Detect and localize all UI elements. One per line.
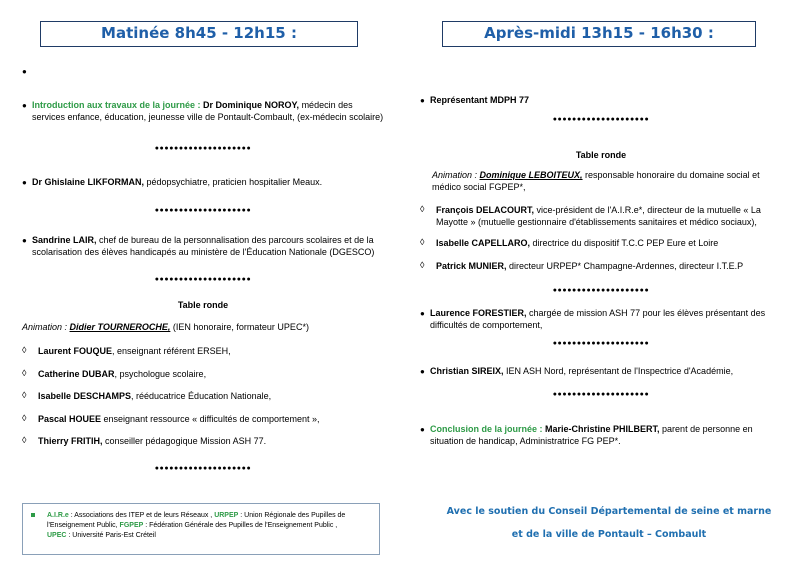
conclusion-item	[420, 424, 782, 447]
animation-name: Didier TOURNEROCHE,	[69, 322, 171, 332]
intro-label: Introduction aux travaux de la journée :	[32, 100, 201, 110]
diamond-icon: ◊	[420, 237, 425, 247]
bullet-icon: ●	[420, 96, 425, 105]
animation-line	[22, 322, 384, 334]
urpep-acronym: URPEP	[212, 512, 239, 519]
separator: ●●●●●●●●●●●●●●●●●●●●	[154, 145, 252, 152]
separator: ●●●●●●●●●●●●●●●●●●●●	[154, 207, 252, 214]
sandrine-item	[22, 235, 384, 258]
panel-item	[420, 205, 782, 228]
animation-label: Animation :	[432, 170, 480, 180]
panel-item	[22, 391, 384, 403]
aire-definition: : Associations des ITEP et de leurs Réseaux ,	[68, 512, 213, 519]
bullet-icon: ●	[22, 178, 27, 187]
diamond-icon: ◊	[22, 345, 27, 355]
square-bullet-icon	[31, 513, 35, 517]
support-line-2: et de la ville de Pontault – Combault	[511, 529, 707, 540]
afternoon-header	[442, 21, 756, 47]
panel-name: Laurent FOUQUE	[38, 346, 113, 356]
panel-role: vice-président de l'A.I.R.e*, directeur de la mutuelle « La Mayotte » (mutuelle gestionnaire d'établissements sanitaires et médico sociaux),	[436, 205, 761, 227]
mdph-item	[420, 95, 782, 107]
forestier-item	[420, 308, 782, 331]
sandrine-name: Sandrine LAIR,	[32, 235, 97, 245]
conclusion-rest: parent de personne en situation de handicap, Administratrice FG PEP*.	[430, 424, 753, 446]
intro-item	[22, 100, 384, 123]
separator: ●●●●●●●●●●●●●●●●●●●●	[552, 116, 650, 123]
panel-role: directeur URPEP* Champagne-Ardennes, directeur I.T.E.P	[506, 261, 744, 271]
ghislaine-item	[22, 177, 384, 189]
upec-definition: : Université Paris-Est Créteil	[66, 532, 156, 539]
ghislaine-rest: pédopsychiatre, praticien hospitalier Meaux.	[144, 177, 323, 187]
panel-name: Thierry FRITIH,	[38, 436, 103, 446]
morning-header-text: Matinée 8h45 - 12h15 :	[101, 24, 297, 43]
panel-role: conseiller pédagogique Mission ASH 77.	[102, 436, 267, 446]
panel-role: , rééducatrice Éducation Nationale,	[131, 391, 272, 401]
urpep-definition: : Union Régionale des Pupilles de l'Enseignement Public,	[47, 512, 346, 529]
conclusion-text	[430, 424, 782, 447]
fgpep-definition: : Fédération Générale des Pupilles de l'Enseignement Public ,	[143, 522, 338, 529]
diamond-icon: ◊	[22, 413, 27, 423]
ghislaine-name: Dr Ghislaine LIKFORMAN,	[32, 177, 145, 187]
sireix-name: Christian SIREIX,	[430, 366, 504, 376]
animation-label: Animation :	[22, 322, 70, 332]
animation-line	[432, 170, 782, 193]
bullet-icon: ●	[22, 236, 27, 245]
panel-item	[22, 369, 384, 381]
diamond-icon: ◊	[22, 435, 27, 445]
panel-role: enseignant ressource « difficultés de comportement »,	[101, 414, 320, 424]
sandrine-text	[32, 235, 384, 258]
diamond-icon: ◊	[420, 204, 425, 214]
sandrine-rest: chef de bureau de la personnalisation des parcours scolaires et de la scolarisation des élèves handicapés au ministère de l'Éducation Nationale (DGESCO)	[32, 235, 375, 257]
diamond-icon: ◊	[420, 260, 425, 270]
mdph-text: Représentant MDPH 77	[430, 95, 530, 105]
acronyms-box	[22, 503, 380, 555]
forestier-text	[430, 308, 782, 331]
panel-role: , enseignant référent ERSEH,	[112, 346, 231, 356]
panel-item	[22, 436, 384, 448]
forestier-name: Laurence FORESTIER,	[430, 308, 527, 318]
support-line-1: Avec le soutien du Conseil Départemental de seine et marne	[446, 506, 772, 517]
separator: ●●●●●●●●●●●●●●●●●●●●	[552, 391, 650, 398]
panel-name: François DELACOURT,	[436, 205, 535, 215]
morning-header	[40, 21, 358, 47]
conclusion-name: Marie-Christine PHILBERT,	[542, 424, 660, 434]
separator: ●●●●●●●●●●●●●●●●●●●●	[552, 287, 650, 294]
intro-text	[32, 100, 384, 123]
table-ronde-title: Table ronde	[177, 300, 229, 310]
sireix-item	[420, 366, 782, 378]
bullet-icon: ●	[420, 425, 425, 434]
upec-acronym: UPEC	[47, 532, 67, 539]
animation-rest: (IEN honoraire, formateur UPEC*)	[170, 322, 309, 332]
panel-role: directrice du dispositif T.C.C PEP Eure et Loire	[530, 238, 719, 248]
separator: ●●●●●●●●●●●●●●●●●●●●	[154, 465, 252, 472]
afternoon-header-text: Après-midi 13h15 - 16h30 :	[484, 24, 714, 43]
diamond-icon: ◊	[22, 390, 27, 400]
animation-name: Dominique LEBOITEUX,	[479, 170, 583, 180]
separator: ●●●●●●●●●●●●●●●●●●●●	[552, 340, 650, 347]
conclusion-label: Conclusion de la journée :	[430, 424, 543, 434]
panel-name: Isabelle DESCHAMPS	[38, 391, 132, 401]
separator: ●●●●●●●●●●●●●●●●●●●●	[154, 276, 252, 283]
table-ronde-title: Table ronde	[575, 150, 627, 160]
ghislaine-text	[32, 177, 384, 189]
panel-name: Pascal HOUEE	[38, 414, 102, 424]
fgpep-acronym: FGPEP	[117, 522, 144, 529]
panel-item	[22, 414, 384, 426]
animation-rest: responsable honoraire du domaine social et médico social FGPEP*,	[432, 170, 760, 192]
forestier-rest: chargée de mission ASH 77 pour les élèves présentant des difficultés de comportement,	[430, 308, 766, 330]
panel-item	[420, 238, 782, 250]
sireix-text	[430, 366, 782, 378]
bullet-icon: ●	[420, 309, 425, 318]
bullet-icon: ●	[420, 367, 425, 376]
panel-name: Patrick MUNIER,	[436, 261, 507, 271]
panel-name: Catherine DUBAR	[38, 369, 115, 379]
intro-name: Dr Dominique NOROY,	[203, 100, 300, 110]
bullet-icon: ●	[22, 101, 27, 110]
panel-name: Isabelle CAPELLARO,	[436, 238, 531, 248]
panel-item	[420, 261, 782, 273]
intro-rest: médecin des services enfance, éducation, jeunesse ville de Pontault-Combault, (ex-médecin scolaire)	[32, 100, 384, 122]
diamond-icon: ◊	[22, 368, 27, 378]
panel-item	[22, 346, 384, 358]
aire-acronym: A.I.R.e	[47, 512, 69, 519]
sireix-rest: IEN ASH Nord, représentant de l'Inspectrice d'Académie,	[503, 366, 734, 376]
panel-role: , psychologue scolaire,	[114, 369, 207, 379]
bullet-icon: ●	[22, 67, 27, 76]
